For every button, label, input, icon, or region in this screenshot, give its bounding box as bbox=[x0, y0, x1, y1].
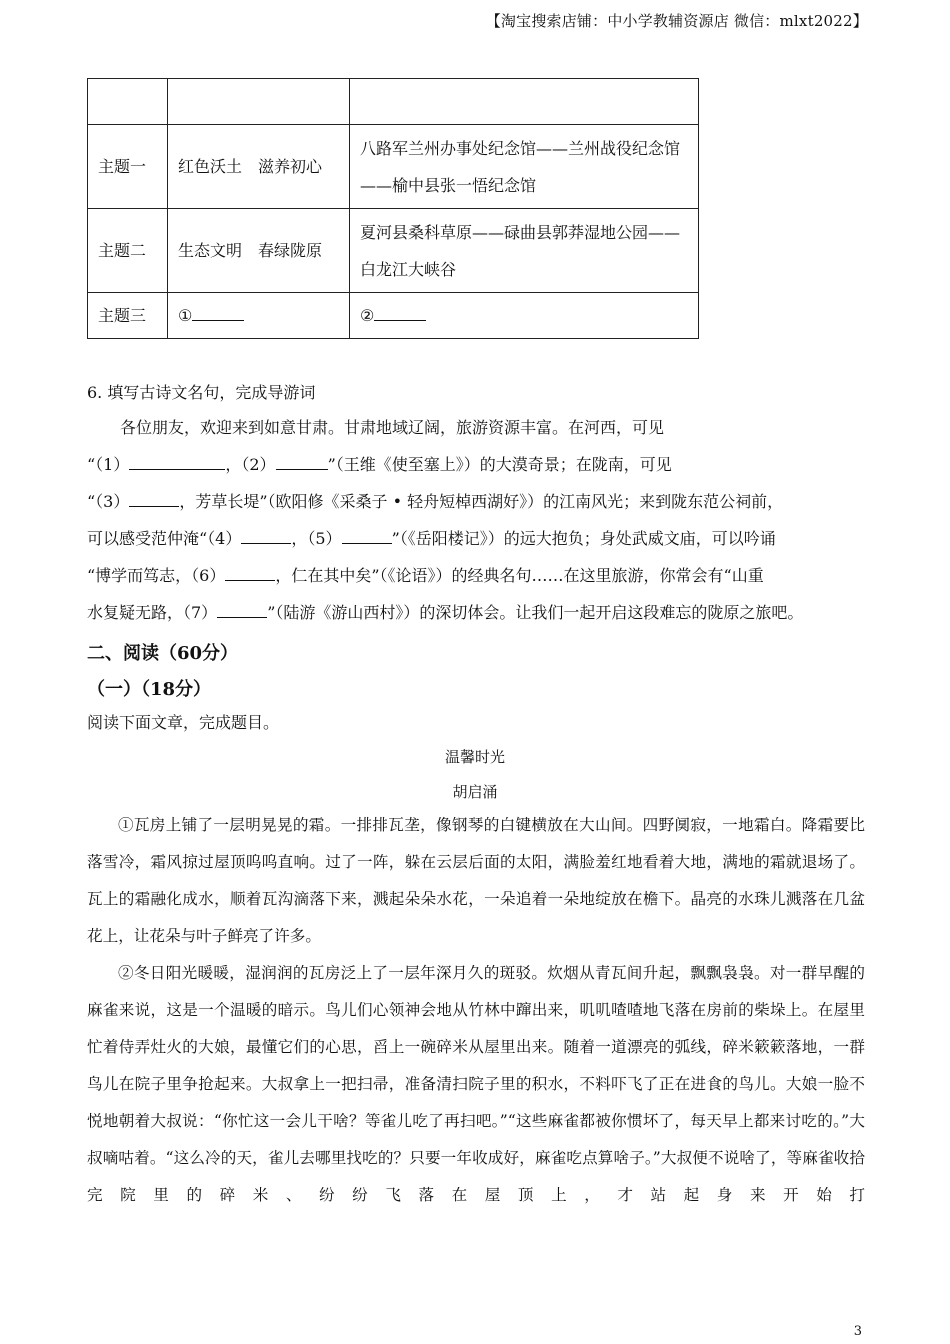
article-line: 麻雀吃点算啥子。”大叔便不说啥了，等麻雀收拾完院里的碎米、纷纷飞落在屋顶上，才站起身来开始打 bbox=[87, 1149, 865, 1204]
table-cell-label: 主题一 bbox=[88, 125, 168, 209]
table-cell-theme: 生态文明 春绿陇原 bbox=[168, 209, 350, 293]
answer-blank bbox=[129, 492, 179, 507]
article-line: ①瓦房上铺了一层明晃晃的霜。一排排瓦垄，像钢琴的白键横放在大山间。四野阒寂，一地霜白。降 bbox=[118, 816, 818, 834]
guide-line: “博学而笃志，（6） ，仁在其中矣”（《论语》）的经典名句……在这里旅游，你常会有“山重 bbox=[87, 566, 764, 585]
table-cell-route bbox=[350, 79, 699, 125]
answer-blank bbox=[192, 306, 244, 321]
answer-blank bbox=[129, 455, 225, 470]
answer-blank bbox=[241, 529, 291, 544]
table-cell-theme bbox=[168, 293, 350, 339]
table-row bbox=[88, 209, 699, 293]
header-watermark-note: 【淘宝搜索店铺：中小学教辅资源店 微信：mlxt2022】 bbox=[485, 12, 868, 30]
answer-blank bbox=[342, 529, 392, 544]
article-body bbox=[87, 807, 865, 1214]
table-cell-label: 主题二 bbox=[88, 209, 168, 293]
table-cell-theme bbox=[168, 79, 350, 125]
article-line: ②冬日阳光暖暖，湿润润的瓦房泛上了一层年深月久的斑驳。炊烟从青瓦间升起，飘飘袅袅。对一群 bbox=[118, 964, 818, 982]
article-line: 碎米簌簌落地，一群鸟儿在院子里争抢起来。大叔拿上一把扫帚，准备清扫院子里的积水，不料吓飞了正 bbox=[87, 1038, 865, 1093]
article-line: 霜就退场了。瓦上的霜融化成水，顺着瓦沟滴落下来，溅起朵朵水花，一朵追着一朵地绽放在檐下。晶亮 bbox=[87, 853, 865, 908]
table-cell-route: 夏河县桑科草原——碌曲县郭莽湿地公园——白龙江大峡谷 bbox=[350, 209, 699, 293]
article-line: 垛上。在屋里忙着侍弄灶火的大娘，最懂它们的心思，舀上一碗碎米从屋里出来。随着一道漂亮的弧线， bbox=[87, 1001, 865, 1056]
article-line: 的水珠儿溅落在几盆花上，让花朵与叶子鲜亮了许多。 bbox=[87, 890, 865, 945]
table-cell-route bbox=[350, 293, 699, 339]
section-heading-reading: 二、阅读（60分） bbox=[87, 643, 239, 664]
answer-blank bbox=[374, 306, 426, 321]
answer-marker-2: ② bbox=[360, 306, 375, 325]
answer-marker-1: ① bbox=[178, 306, 193, 325]
table-cell-route: 八路军兰州办事处纪念馆——兰州战役纪念馆——榆中县张一悟纪念馆 bbox=[350, 125, 699, 209]
guide-line: 可以感受范仲淹“（4） ，（5） ”（《岳阳楼记》）的远大抱负；身处武威文庙，可以吟诵 bbox=[87, 529, 776, 548]
table-row bbox=[88, 125, 699, 209]
page-number: 3 bbox=[853, 1324, 862, 1339]
guide-line: 各位朋友，欢迎来到如意甘肃。甘肃地域辽阔，旅游资源丰富。在河西，可见 bbox=[120, 418, 665, 437]
article-line: 霜要比落雪冷，霜风掠过屋顶呜呜直响。过了一阵，躲在云层后面的太阳，满脸羞红地看着大地，满地的 bbox=[87, 816, 865, 871]
answer-blank bbox=[225, 566, 275, 581]
article-line: 被你惯坏了，每天早上都来讨吃的。”大叔嘀咕着。“这么冷的天，雀儿去哪里找吃的？只要一年收成好， bbox=[87, 1112, 865, 1167]
guide-line: “（1） ，（2） ”（王维《使至塞上》）的大漠奇景；在陇南，可见 bbox=[87, 455, 672, 474]
article-line: 早醒的麻雀来说，这是一个温暖的暗示。鸟儿们心领神会地从竹林中蹿出来，叽叽喳喳地飞落在房前的柴 bbox=[87, 964, 865, 1019]
answer-blank bbox=[217, 603, 267, 618]
table-cell-label bbox=[88, 79, 168, 125]
article-paragraph-2 bbox=[87, 955, 865, 1214]
guide-line: 水复疑无路，（7） ”（陆游《游山西村》）的深切体会。让我们一起开启这段难忘的陇原之旅吧。 bbox=[87, 603, 804, 622]
question-6-title: 6. 填写古诗文名句，完成导游词 bbox=[87, 383, 316, 402]
article-paragraph-1 bbox=[87, 807, 865, 955]
table-row bbox=[88, 79, 699, 125]
article-line: 在进食的鸟儿。大娘一脸不悦地朝着大叔说：“你忙这一会儿干啥？等雀儿吃了再扫吧。”“这些麻雀都 bbox=[87, 1075, 865, 1130]
reading-instruction: 阅读下面文章，完成题目。 bbox=[87, 713, 280, 732]
article-author: 胡启涌 bbox=[452, 783, 498, 801]
table-cell-theme: 红色沃土 滋养初心 bbox=[168, 125, 350, 209]
guide-line: “（3） ，芳草长堤”（欧阳修《采桑子 • 轻舟短棹西湖好》）的江南风光；来到陇东范公祠前， bbox=[87, 492, 784, 511]
part-heading-1: （一）（18分） bbox=[87, 679, 212, 700]
theme-route-table bbox=[87, 78, 699, 339]
tour-guide-passage bbox=[87, 409, 863, 631]
answer-blank bbox=[276, 455, 328, 470]
article-title: 温馨时光 bbox=[444, 748, 505, 766]
table-cell-label: 主题三 bbox=[88, 293, 168, 339]
table-row bbox=[88, 293, 699, 339]
